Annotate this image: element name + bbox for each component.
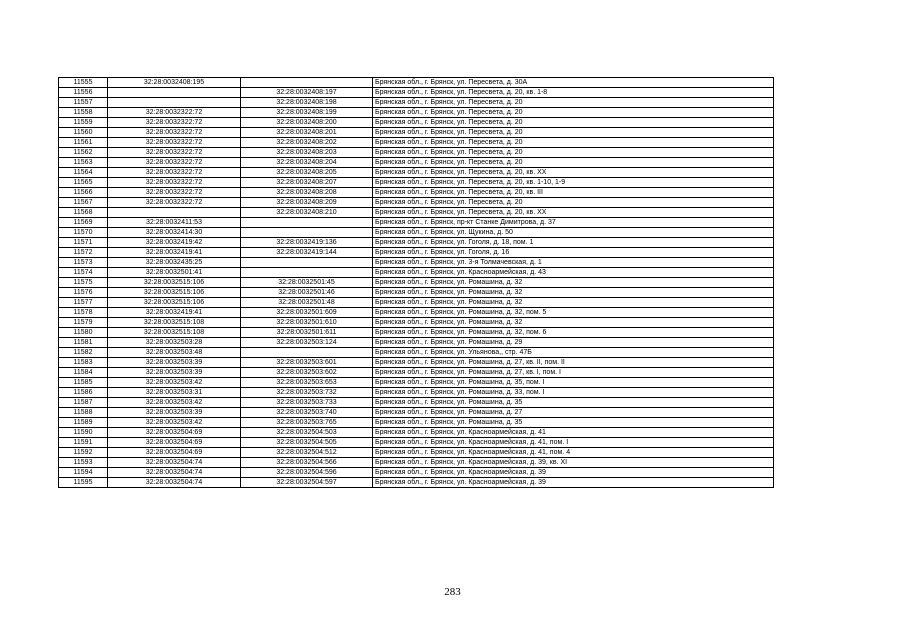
record-number-cell: 11569 [59,218,108,228]
table-row [59,168,774,178]
object-cadastral-number-cell: 32:28:0032408:203 [241,148,373,158]
table-row [59,318,774,328]
address-cell: Брянская обл., г. Брянск, ул. Красноармейская, д. 41, пом. I [373,438,774,448]
record-number-cell: 11592 [59,448,108,458]
parcel-cadastral-number-cell: 32:28:0032322:72 [108,158,241,168]
object-cadastral-number-cell: 32:28:0032503:602 [241,368,373,378]
parcel-cadastral-number-cell: 32:28:0032504:74 [108,468,241,478]
table-row [59,238,774,248]
address-cell: Брянская обл., г. Брянск, ул. Пересвета, д. 20, кв. 1-10, 1-9 [373,178,774,188]
object-cadastral-number-cell [241,228,373,238]
record-number-cell: 11573 [59,258,108,268]
address-cell: Брянская обл., г. Брянск, ул. Пересвета, д. 20, кв. XX [373,208,774,218]
object-cadastral-number-cell: 32:28:0032504:505 [241,438,373,448]
table-row [59,198,774,208]
object-cadastral-number-cell: 32:28:0032408:202 [241,138,373,148]
object-cadastral-number-cell: 32:28:0032504:503 [241,428,373,438]
record-number-cell: 11575 [59,278,108,288]
parcel-cadastral-number-cell: 32:28:0032419:42 [108,238,241,248]
parcel-cadastral-number-cell: 32:28:0032504:69 [108,448,241,458]
parcel-cadastral-number-cell: 32:28:0032408:195 [108,78,241,88]
record-number-cell: 11555 [59,78,108,88]
table-row [59,278,774,288]
parcel-cadastral-number-cell: 32:28:0032322:72 [108,138,241,148]
parcel-cadastral-number-cell: 32:28:0032503:48 [108,348,241,358]
object-cadastral-number-cell: 32:28:0032408:198 [241,98,373,108]
parcel-cadastral-number-cell [108,208,241,218]
table-row [59,428,774,438]
object-cadastral-number-cell: 32:28:0032419:136 [241,238,373,248]
parcel-cadastral-number-cell: 32:28:0032322:72 [108,118,241,128]
table-row [59,398,774,408]
parcel-cadastral-number-cell: 32:28:0032515:106 [108,288,241,298]
address-cell: Брянская обл., г. Брянск, ул. Пересвета, д. 20 [373,118,774,128]
registry-table [58,77,774,488]
parcel-cadastral-number-cell: 32:28:0032322:72 [108,188,241,198]
table-row [59,288,774,298]
address-cell: Брянская обл., г. Брянск, ул. Красноармейская, д. 43 [373,268,774,278]
record-number-cell: 11582 [59,348,108,358]
record-number-cell: 11587 [59,398,108,408]
registry-table-body [59,78,774,488]
table-row [59,388,774,398]
table-row [59,118,774,128]
table-row [59,138,774,148]
parcel-cadastral-number-cell: 32:28:0032515:106 [108,298,241,308]
record-number-cell: 11558 [59,108,108,118]
address-cell: Брянская обл., г. Брянск, ул. Ромашина, д. 33, пом. I [373,388,774,398]
object-cadastral-number-cell: 32:28:0032419:144 [241,248,373,258]
table-row [59,248,774,258]
object-cadastral-number-cell [241,268,373,278]
table-row [59,158,774,168]
object-cadastral-number-cell: 32:28:0032408:204 [241,158,373,168]
object-cadastral-number-cell: 32:28:0032504:512 [241,448,373,458]
record-number-cell: 11571 [59,238,108,248]
parcel-cadastral-number-cell [108,88,241,98]
table-row [59,348,774,358]
address-cell: Брянская обл., г. Брянск, ул. Ромашина, д. 35 [373,418,774,428]
parcel-cadastral-number-cell: 32:28:0032503:39 [108,368,241,378]
record-number-cell: 11579 [59,318,108,328]
parcel-cadastral-number-cell: 32:28:0032503:39 [108,408,241,418]
table-row [59,108,774,118]
object-cadastral-number-cell [241,78,373,88]
object-cadastral-number-cell: 32:28:0032408:209 [241,198,373,208]
table-row [59,178,774,188]
object-cadastral-number-cell: 32:28:0032408:201 [241,128,373,138]
table-row [59,208,774,218]
table-row [59,188,774,198]
address-cell: Брянская обл., г. Брянск, ул. Пересвета, д. 20 [373,148,774,158]
object-cadastral-number-cell: 32:28:0032504:566 [241,458,373,468]
address-cell: Брянская обл., г. Брянск, ул. Ромашина, д. 32, пом. 6 [373,328,774,338]
table-row [59,258,774,268]
table-row [59,358,774,368]
record-number-cell: 11570 [59,228,108,238]
object-cadastral-number-cell: 32:28:0032501:46 [241,288,373,298]
record-number-cell: 11589 [59,418,108,428]
object-cadastral-number-cell: 32:28:0032503:601 [241,358,373,368]
table-row [59,148,774,158]
record-number-cell: 11563 [59,158,108,168]
object-cadastral-number-cell: 32:28:0032503:740 [241,408,373,418]
object-cadastral-number-cell: 32:28:0032408:197 [241,88,373,98]
object-cadastral-number-cell: 32:28:0032504:596 [241,468,373,478]
address-cell: Брянская обл., г. Брянск, ул. Пересвета, д. 20 [373,128,774,138]
address-cell: Брянская обл., г. Брянск, ул. Ромашина, д. 29 [373,338,774,348]
page-number: 283 [444,586,461,598]
object-cadastral-number-cell: 32:28:0032504:597 [241,478,373,488]
record-number-cell: 11566 [59,188,108,198]
address-cell: Брянская обл., г. Брянск, ул. Пересвета, д. 20, кв. XX [373,168,774,178]
address-cell: Брянская обл., г. Брянск, ул. Ромашина, д. 32 [373,278,774,288]
address-cell: Брянская обл., г. Брянск, ул. 3-я Толмачевская, д. 1 [373,258,774,268]
record-number-cell: 11588 [59,408,108,418]
record-number-cell: 11568 [59,208,108,218]
parcel-cadastral-number-cell: 32:28:0032504:69 [108,438,241,448]
record-number-cell: 11590 [59,428,108,438]
record-number-cell: 11557 [59,98,108,108]
record-number-cell: 11595 [59,478,108,488]
record-number-cell: 11562 [59,148,108,158]
parcel-cadastral-number-cell: 32:28:0032501:41 [108,268,241,278]
table-row [59,418,774,428]
address-cell: Брянская обл., г. Брянск, ул. Красноармейская, д. 41 [373,428,774,438]
parcel-cadastral-number-cell: 32:28:0032322:72 [108,108,241,118]
record-number-cell: 11560 [59,128,108,138]
record-number-cell: 11564 [59,168,108,178]
record-number-cell: 11586 [59,388,108,398]
parcel-cadastral-number-cell: 32:28:0032504:74 [108,478,241,488]
object-cadastral-number-cell: 32:28:0032408:205 [241,168,373,178]
table-row [59,298,774,308]
table-row [59,218,774,228]
parcel-cadastral-number-cell: 32:28:0032503:42 [108,418,241,428]
address-cell: Брянская обл., г. Брянск, ул. Пересвета, д. 30А [373,78,774,88]
record-number-cell: 11577 [59,298,108,308]
address-cell: Брянская обл., г. Брянск, ул. Красноармейская, д. 39, кв. XI [373,458,774,468]
object-cadastral-number-cell: 32:28:0032503:765 [241,418,373,428]
address-cell: Брянская обл., г. Брянск, ул. Пересвета, д. 20, кв. III [373,188,774,198]
object-cadastral-number-cell [241,348,373,358]
record-number-cell: 11559 [59,118,108,128]
table-row [59,378,774,388]
address-cell: Брянская обл., г. Брянск, ул. Гоголя, д. 16 [373,248,774,258]
parcel-cadastral-number-cell: 32:28:0032322:72 [108,198,241,208]
object-cadastral-number-cell: 32:28:0032501:45 [241,278,373,288]
record-number-cell: 11580 [59,328,108,338]
address-cell: Брянская обл., г. Брянск, ул. Ромашина, д. 32 [373,318,774,328]
parcel-cadastral-number-cell: 32:28:0032503:39 [108,358,241,368]
parcel-cadastral-number-cell: 32:28:0032435:25 [108,258,241,268]
record-number-cell: 11556 [59,88,108,98]
record-number-cell: 11591 [59,438,108,448]
address-cell: Брянская обл., г. Брянск, ул. Ромашина, д. 32 [373,298,774,308]
address-cell: Брянская обл., г. Брянск, ул. Гоголя, д. 18, пом. 1 [373,238,774,248]
address-cell: Брянская обл., г. Брянск, ул. Ромашина, д. 32 [373,288,774,298]
object-cadastral-number-cell: 32:28:0032503:124 [241,338,373,348]
parcel-cadastral-number-cell: 32:28:0032419:41 [108,308,241,318]
record-number-cell: 11581 [59,338,108,348]
record-number-cell: 11593 [59,458,108,468]
table-row [59,448,774,458]
address-cell: Брянская обл., г. Брянск, ул. Ромашина, д. 35 [373,398,774,408]
address-cell: Брянская обл., г. Брянск, ул. Красноармейская, д. 41, пом. 4 [373,448,774,458]
record-number-cell: 11565 [59,178,108,188]
table-row [59,128,774,138]
address-cell: Брянская обл., г. Брянск, ул. Ромашина, д. 27 [373,408,774,418]
parcel-cadastral-number-cell [108,98,241,108]
table-row [59,468,774,478]
address-cell: Брянская обл., г. Брянск, ул. Пересвета, д. 20 [373,138,774,148]
parcel-cadastral-number-cell: 32:28:0032419:41 [108,248,241,258]
parcel-cadastral-number-cell: 32:28:0032414:30 [108,228,241,238]
parcel-cadastral-number-cell: 32:28:0032322:72 [108,148,241,158]
parcel-cadastral-number-cell: 32:28:0032322:72 [108,178,241,188]
address-cell: Брянская обл., г. Брянск, ул. Ульянова,, стр. 47Б [373,348,774,358]
record-number-cell: 11584 [59,368,108,378]
table-row [59,88,774,98]
address-cell: Брянская обл., г. Брянск, ул. Пересвета, д. 20 [373,98,774,108]
address-cell: Брянская обл., г. Брянск, ул. Красноармейская, д. 39 [373,478,774,488]
table-row [59,308,774,318]
parcel-cadastral-number-cell: 32:28:0032504:69 [108,428,241,438]
parcel-cadastral-number-cell: 32:28:0032322:72 [108,128,241,138]
table-row [59,268,774,278]
parcel-cadastral-number-cell: 32:28:0032515:108 [108,328,241,338]
table-row [59,408,774,418]
address-cell: Брянская обл., г. Брянск, ул. Пересвета, д. 20 [373,158,774,168]
record-number-cell: 11585 [59,378,108,388]
parcel-cadastral-number-cell: 32:28:0032503:31 [108,388,241,398]
object-cadastral-number-cell: 32:28:0032408:208 [241,188,373,198]
object-cadastral-number-cell: 32:28:0032501:609 [241,308,373,318]
record-number-cell: 11583 [59,358,108,368]
object-cadastral-number-cell: 32:28:0032501:610 [241,318,373,328]
object-cadastral-number-cell [241,258,373,268]
object-cadastral-number-cell: 32:28:0032501:48 [241,298,373,308]
table-row [59,78,774,88]
record-number-cell: 11567 [59,198,108,208]
parcel-cadastral-number-cell: 32:28:0032503:28 [108,338,241,348]
address-cell: Брянская обл., г. Брянск, ул. Пересвета, д. 20 [373,198,774,208]
record-number-cell: 11574 [59,268,108,278]
address-cell: Брянская обл., г. Брянск, ул. Ромашина, д. 35, пом. I [373,378,774,388]
table-row [59,438,774,448]
record-number-cell: 11576 [59,288,108,298]
address-cell: Брянская обл., г. Брянск, ул. Красноармейская, д. 39 [373,468,774,478]
record-number-cell: 11578 [59,308,108,318]
address-cell: Брянская обл., г. Брянск, ул. Щукина, д. 50 [373,228,774,238]
record-number-cell: 11594 [59,468,108,478]
table-row [59,458,774,468]
address-cell: Брянская обл., г. Брянск, ул. Пересвета, д. 20 [373,108,774,118]
object-cadastral-number-cell: 32:28:0032503:733 [241,398,373,408]
object-cadastral-number-cell: 32:28:0032408:210 [241,208,373,218]
table-row [59,368,774,378]
record-number-cell: 11572 [59,248,108,258]
parcel-cadastral-number-cell: 32:28:0032503:42 [108,378,241,388]
object-cadastral-number-cell: 32:28:0032501:611 [241,328,373,338]
object-cadastral-number-cell [241,218,373,228]
parcel-cadastral-number-cell: 32:28:0032504:74 [108,458,241,468]
table-row [59,328,774,338]
address-cell: Брянская обл., г. Брянск, ул. Ромашина, д. 27, кв. I, пом. I [373,368,774,378]
object-cadastral-number-cell: 32:28:0032503:732 [241,388,373,398]
parcel-cadastral-number-cell: 32:28:0032515:106 [108,278,241,288]
parcel-cadastral-number-cell: 32:28:0032411:53 [108,218,241,228]
address-cell: Брянская обл., г. Брянск, ул. Ромашина, д. 32, пом. 5 [373,308,774,318]
record-number-cell: 11561 [59,138,108,148]
address-cell: Брянская обл., г. Брянск, ул. Пересвета, д. 20, кв. 1-8 [373,88,774,98]
table-row [59,338,774,348]
table-row [59,228,774,238]
table-row [59,98,774,108]
object-cadastral-number-cell: 32:28:0032503:653 [241,378,373,388]
address-cell: Брянская обл., г. Брянск, пр-кт Станке Димитрова, д. 37 [373,218,774,228]
address-cell: Брянская обл., г. Брянск, ул. Ромашина, д. 27, кв. II, пом. II [373,358,774,368]
object-cadastral-number-cell: 32:28:0032408:200 [241,118,373,128]
parcel-cadastral-number-cell: 32:28:0032322:72 [108,168,241,178]
object-cadastral-number-cell: 32:28:0032408:207 [241,178,373,188]
table-row [59,478,774,488]
parcel-cadastral-number-cell: 32:28:0032503:42 [108,398,241,408]
object-cadastral-number-cell: 32:28:0032408:199 [241,108,373,118]
parcel-cadastral-number-cell: 32:28:0032515:108 [108,318,241,328]
